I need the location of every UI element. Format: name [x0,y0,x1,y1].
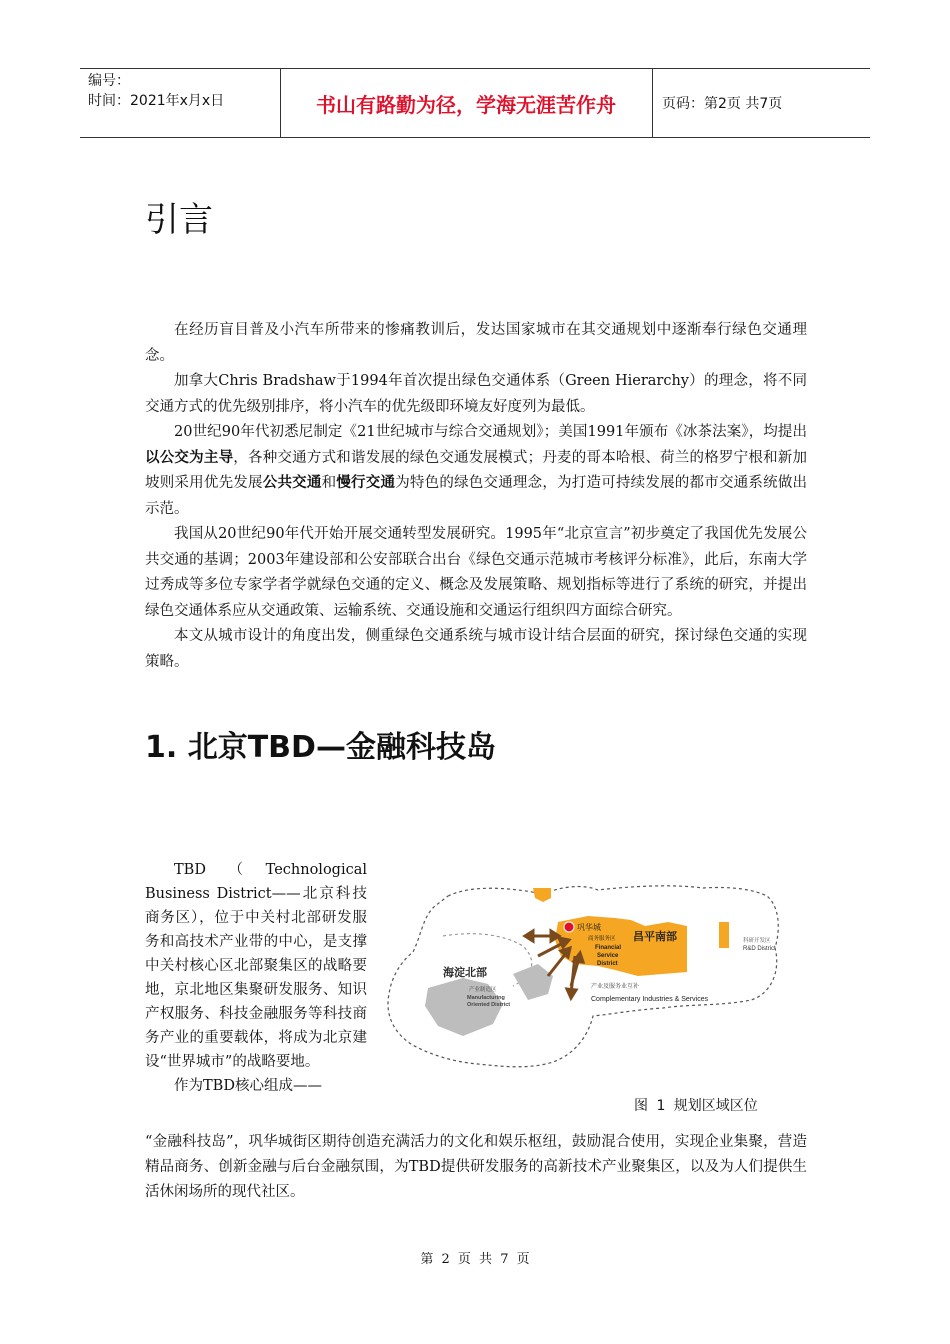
map-label-mfg-en: Oriented District [467,1002,511,1008]
map-label-changping: 昌平南部 [633,931,677,943]
intro-paragraph: 加拿大Chris Bradshaw于1994年首次提出绿色交通体系（Green Hierarchy）的理念，将不同交通方式的优先级别排序，将小汽车的优先级即环境友好度列为最低。 [145,373,807,415]
intro-paragraph: 我国从20世纪90年代开始开展交通转型发展研究。1995年“北京宣言”初步奠定了我国优先发展公共交通的基调；2003年建设部和公安部联合出台《绿色交通示范城市考核评分标准》，此后，东南大学过秀成等多位专家学者学就绿色交通的定义、概念及发展策略、规划指标等进行了系统的研究，并提出绿色交通体系应从交通政策、运输系统、交通设施和交通运行组织四方面综合研究。 [145,526,807,619]
map-label-fin-en: Service [597,953,619,959]
figure-caption: 图 1 规划区域区位 [634,1098,758,1114]
map-label-mfg-en: Manufacturing [467,995,505,1001]
page-footer: 第 2 页 共 7 页 [420,1252,530,1267]
section-paragraph: 作为TBD核心组成—— [174,1078,322,1094]
location-map-figure [383,876,803,1076]
header-divider [652,69,653,137]
map-label-comp-en: Complementary Industries & Services [591,996,709,1003]
page-header [80,68,870,138]
financial-district-area [533,888,551,902]
text-span: ，各种交通方式和谐发展的绿色交通发展模式；丹麦的哥本哈根、荷兰的格罗宁根和新加坡则采用优先发展 [145,449,807,491]
header-motto: 书山有路勤为径，学海无涯苦作舟 [316,92,616,117]
section-paragraph: “金融科技岛”，巩华城街区期待创造充满活力的文化和娱乐枢纽，鼓励混合使用，实现企业集聚，营造精品商务、创新金融与后台金融氛围，为TBD提供研发服务的高新技术产业聚集区，以及为人们提供生活休闲场所的现代社区。 [145,1134,807,1200]
section-left-column [145,858,367,1098]
header-page-label: 页码：第2页 共7页 [662,96,783,112]
intro-paragraph [145,420,807,522]
arrowhead-icon [567,989,576,998]
section-title: 1. 北京TBD—金融科技岛 [145,730,496,765]
text-span: 和 [321,475,337,491]
rd-district-area [719,922,729,948]
map-label-gonghua: 巩华城 [577,923,601,932]
map-label-rd-cn: 科研开发区 [743,938,771,944]
intro-paragraph: 在经历盲目普及小汽车所带来的惨痛教训后，发达国家城市在其交通规划中逐渐奉行绿色交通理念。 [145,322,807,364]
intro-title: 引言 [145,200,213,240]
gonghua-marker-icon [564,922,574,932]
map-label-fin-en: Financial [595,945,622,951]
map-label-mfg-cn: 产业制造区 [469,987,497,993]
intro-body [145,318,807,675]
section-continuation [145,1130,807,1205]
header-time-label: 时间：2021年x月x日 [88,93,225,109]
bold-term: 公共交通 [262,475,322,491]
arrowhead-icon [525,931,533,941]
map-label-haidian: 海淀北部 [443,967,487,979]
intro-paragraph: 本文从城市设计的角度出发，侧重绿色交通系统与城市设计结合层面的研究，探讨绿色交通的实现策略。 [145,628,807,670]
bold-term: 以公交为主导 [145,449,234,466]
map-label-fin-en: District [597,961,618,967]
manufacturing-district-area [513,964,553,1000]
section-paragraph: TBD（Technological Business District——北京科技商务区），位于中关村北部研发服务和高技术产业带的中心，是支撑中关村核心区北部聚集区的战略要地，京北地区集聚研发服务、知识产权服务、科技金融服务等科技商务产业的重要载体，将成为北京建设“世界城市”的战略要地。 [145,862,367,1070]
text-span: 为特色的绿色交通理念，为打造可持续发展的都市交通系统做出示范。 [145,475,808,517]
map-label-fin-cn: 商务服务区 [588,936,616,942]
bold-term: 慢行交通 [336,475,396,491]
header-number-label: 编号： [88,73,130,89]
text-span: 20世纪90年代初悉尼制定《21世纪城市与综合交通规划》；美国1991年颁布《冰茶法案》，均提出 [174,424,807,440]
map-label-rd-en: R&D District [743,946,776,952]
header-meta [88,71,278,111]
map-label-comp-cn: 产业及服务业互补 [591,984,640,990]
